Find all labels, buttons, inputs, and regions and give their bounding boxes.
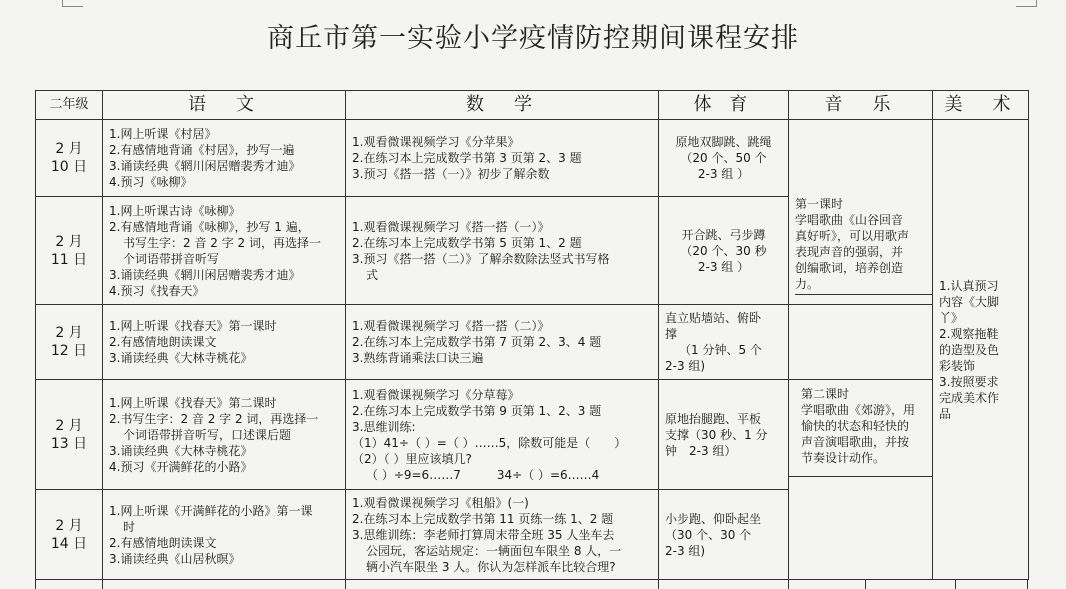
date-cell: 2 月 10 日 [36, 120, 103, 197]
chinese-cell: 1.网上听课《找春天》第二课时 2.书写生字：2 音 2 字 2 词，再选择一 个词语带拼音听写，口述课后题 3.诵读经典《大林寺桃花》 4.预习《开满鲜花的小路》 [103, 380, 346, 490]
music-header: 音 乐 [789, 91, 933, 120]
art-header: 美 术 [933, 91, 1029, 120]
date-cell: 2 月 13 日 [36, 380, 103, 490]
math-cell: 1.观看微课视频学习《分草莓》 2.在练习本上完成数学书第 9 页第 1、2、3 题 3.思维训练: （1）41÷（ ）=（ ）……5，除数可能是（ ） （2）（ ）里应该填几? （ ）÷9=6……7 34÷（ ）=6……4 [346, 380, 659, 490]
page-corner-mark-left [62, 0, 83, 7]
date-cell: 2 月 14 日 [36, 490, 103, 580]
chinese-cell: 1.网上听课《开满鲜花的小路》第一课 时 2.有感情地朗读课文 3.诵读经典《山居秋暝》 [103, 490, 346, 580]
chinese-cell: 1.网上听课《村居》 2.有感情地背诵《村居》，抄写一遍 3.诵读经典《辋川闲居赠裴秀才迪》 4.预习《咏柳》 [103, 120, 346, 197]
chinese-cell: 1.网上听课《找春天》第一课时 2.有感情地朗读课文 3.诵读经典《大林寺桃花》 [103, 305, 346, 380]
table-row [36, 120, 1029, 197]
math-cell: 1.观看微课视频学习《搭一搭（二）》 2.在练习本上完成数学书第 7 页第 2、3、4 题 3.熟练背诵乘法口诀三遍 [346, 305, 659, 380]
table-row [36, 305, 1029, 380]
music-cell-second: 第二课时 学唱歌曲《郊游》，用 愉快的状态和轻快的 声音演唱歌曲，并按 节奏设计动作。 [789, 380, 933, 580]
pe-cell: 原地抬腿跑、平板 支撑（30 秒、1 分 钟 2-3 组） [659, 380, 789, 490]
math-cell: 1.观看微课视频学习《搭一搭（一）》 2.在练习本上完成数学书第 5 页第 1、2 题 3.预习《搭一搭（二）》了解余数除法竖式书写格 式 [346, 197, 659, 305]
pe-cell: 开合跳、弓步蹲 （20 个、30 秒 2-3 组 ） [659, 197, 789, 305]
pe-cell: 原地双脚跳、跳绳 （20 个、50 个 2-3 组 ） [659, 120, 789, 197]
art-cell: 1.认真预习 内容《大脚 丫》 2.观察拖鞋 的造型及色 彩装饰 3.按照要求 完成美术作 品 [933, 120, 1029, 580]
page-corner-mark-right [1016, 0, 1037, 7]
date-cell: 2 月 12 日 [36, 305, 103, 380]
page-title: 商丘市第一实验小学疫情防控期间课程安排 [267, 23, 799, 54]
pe-header: 体 育 [659, 91, 789, 120]
math-cell: 1.观看微课视频学习《分苹果》 2.在练习本上完成数学书第 3 页第 2、3 题 3.预习《搭一搭（一）》初步了解余数 [346, 120, 659, 197]
math-header: 数 学 [346, 91, 659, 120]
music-cell-first: 第一课时 学唱歌曲《山谷回音 真好听》，可以用歌声 表现声音的强弱，并 创编歌词，培养创造 力。 [789, 120, 933, 305]
pe-cell: 小步跑、仰卧起坐 （30 个、30 个 2-3 组) [659, 490, 789, 580]
pe-cell: 直立贴墙站、俯卧 撑 （1 分钟、5 个 2-3 组) [659, 305, 789, 380]
chinese-cell: 1.网上听课古诗《咏柳》 2.有感情地背诵《咏柳》，抄写 1 遍， 书写生字：2 音 2 字 2 词，再选择一 个词语带拼音听写 3.诵读经典《辋川闲居赠裴秀才迪》 4.预习《找春天》 [103, 197, 346, 305]
music-cell-empty [789, 305, 933, 380]
math-cell: 1.观看微课视频学习《租船》(一) 2.在练习本上完成数学书第 11 页练一练 1、2 题 3.思维训练：李老师打算周末带全班 35 人坐车去 公园玩，客运站规定：一辆面包车限坐 8 人，一 辆小汽车限坐 3 人。你认为怎样派车比较合理? [346, 490, 659, 580]
header-row [36, 91, 1029, 120]
table-row [36, 380, 1029, 490]
next-table-edge [35, 580, 1028, 589]
schedule-table [35, 90, 1029, 580]
grade-header: 二年级 [36, 91, 103, 120]
date-cell: 2 月 11 日 [36, 197, 103, 305]
chinese-header: 语 文 [103, 91, 346, 120]
